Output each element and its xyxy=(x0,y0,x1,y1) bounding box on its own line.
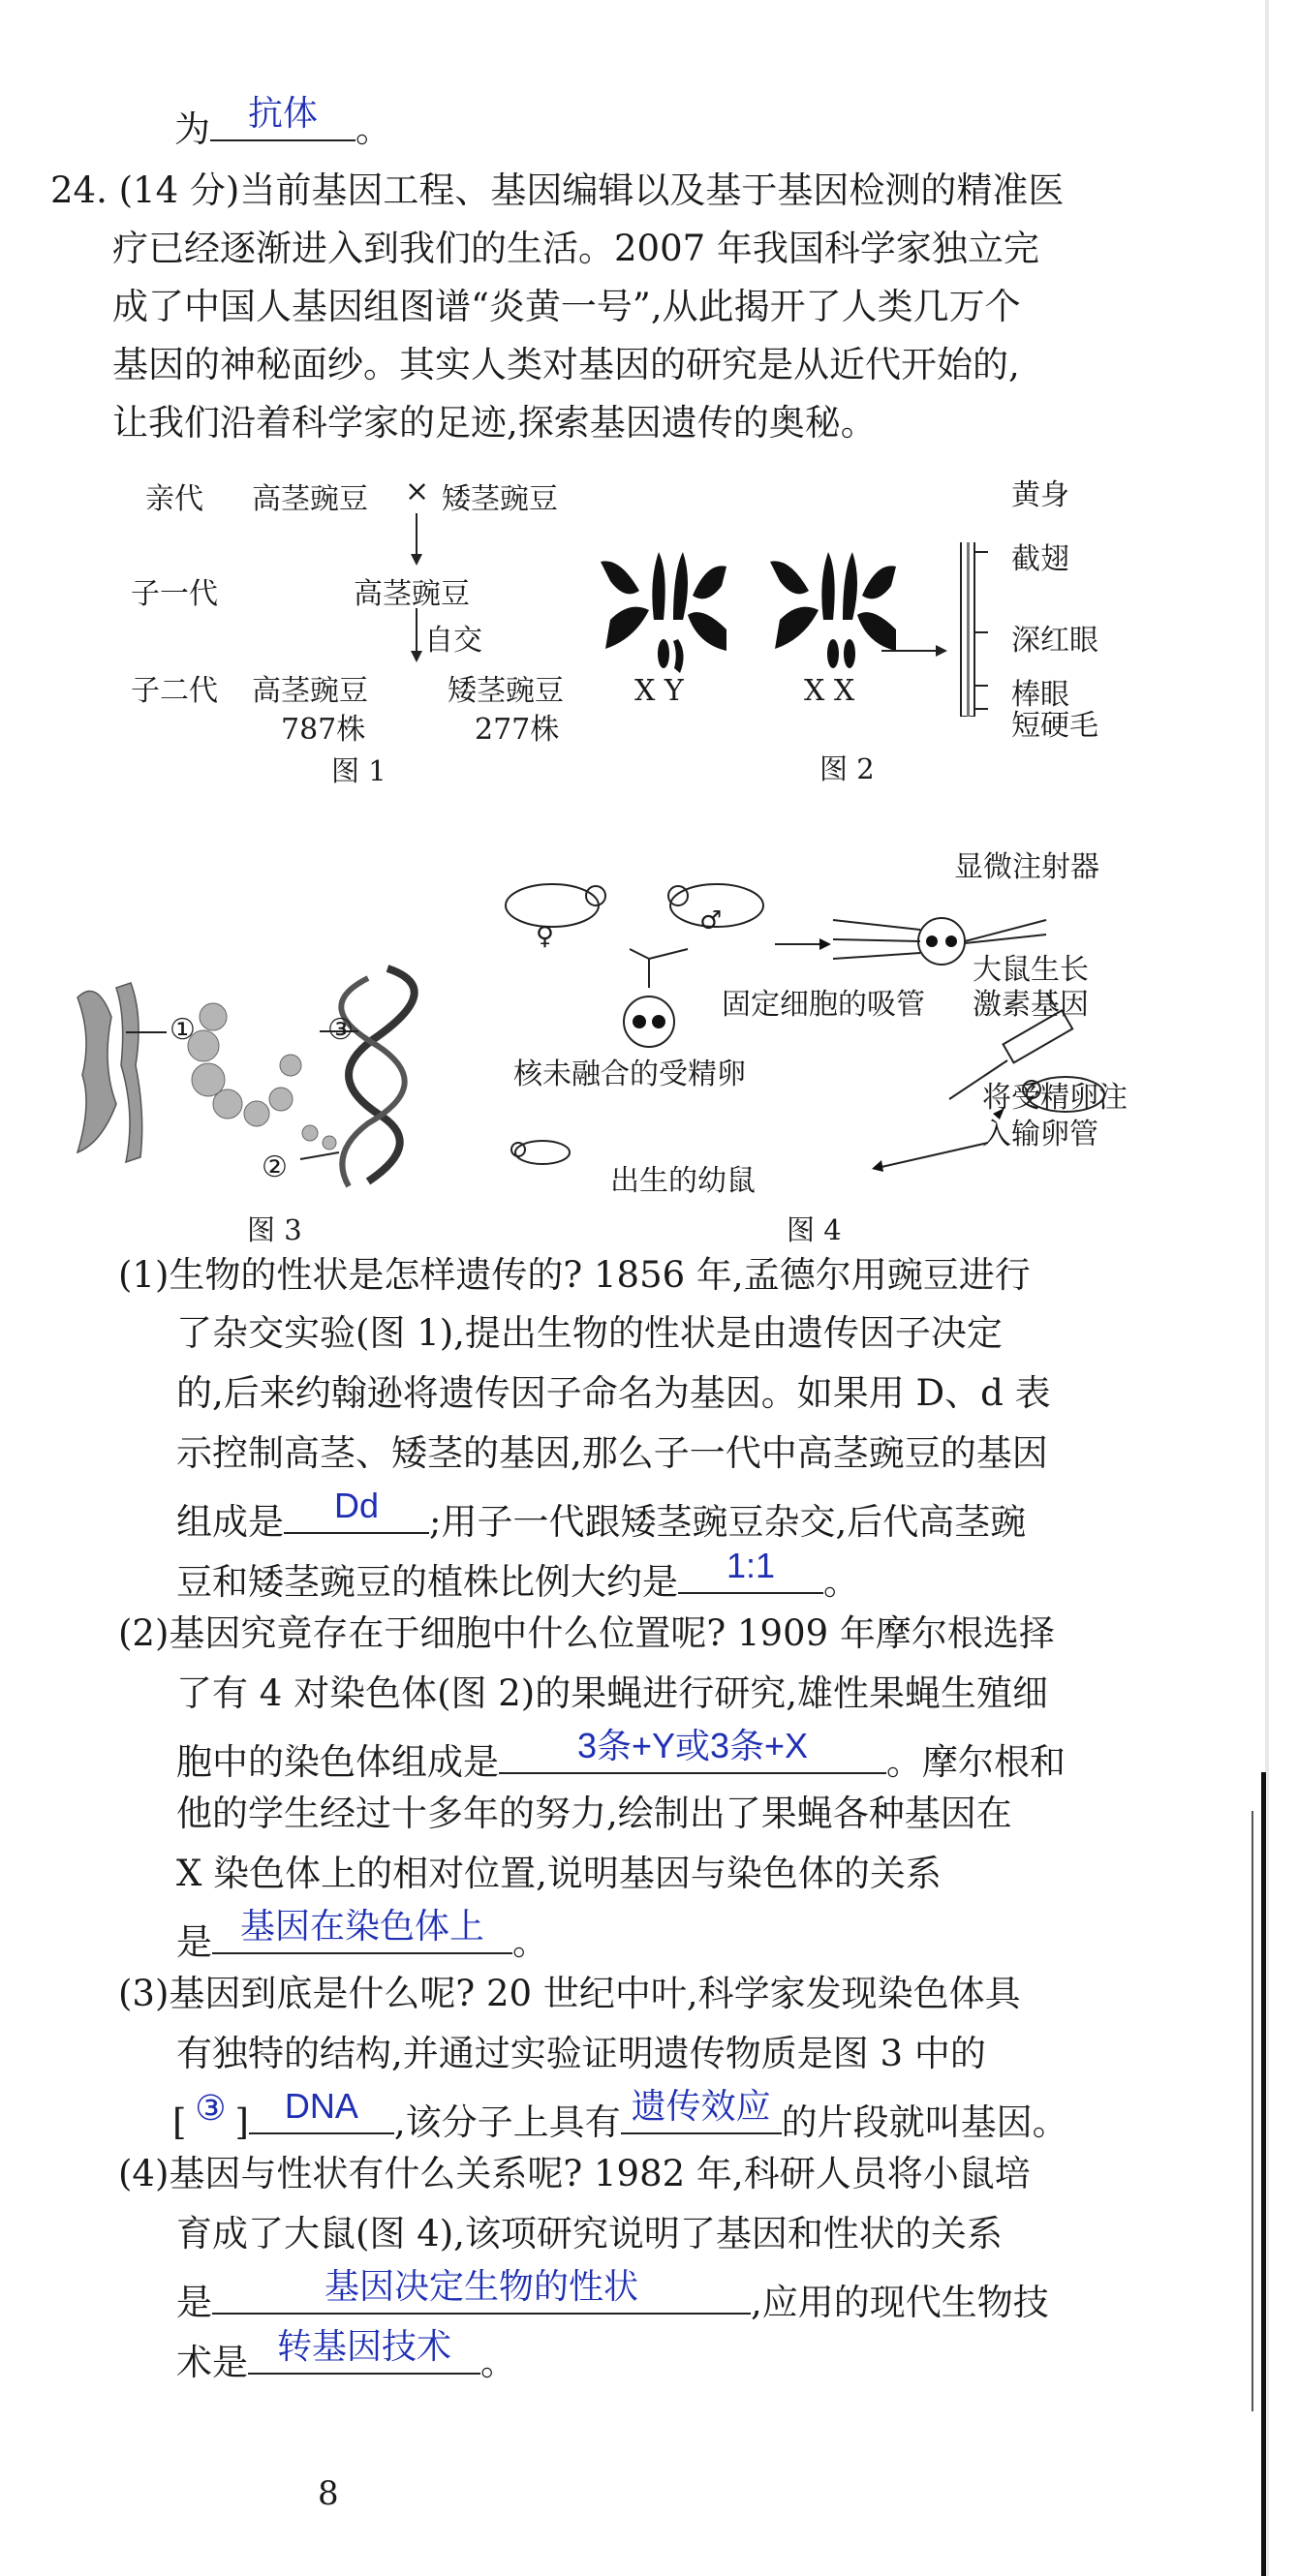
blank-marker xyxy=(186,2088,234,2134)
parent-label: 亲代 xyxy=(145,482,203,516)
female-symbol: ♀ xyxy=(536,922,555,951)
q24-line-3: 成了中国人基因组图谱“炎黄一号”,从此揭开了人类几万个 xyxy=(112,286,1021,327)
blank-ratio xyxy=(678,1546,823,1594)
gene-label: 大鼠生长 xyxy=(973,953,1089,987)
sub2-l3-b: 。摩尔根和 xyxy=(886,1741,1066,1783)
sub1-l5-b: ;用子一代跟矮茎豌豆杂交,后代高茎豌 xyxy=(429,1501,1027,1543)
bracket-open: [ xyxy=(172,2101,187,2143)
sub2-line-2: 了有 4 对染色体(图 2)的果蝇进行研究,雄性果蝇生殖细 xyxy=(176,1672,1048,1714)
sub4-l3-a: 是 xyxy=(176,2282,212,2323)
answer-ratio: 1:1 xyxy=(726,1546,776,1585)
sub3-l3-d: 的片段就叫基因。 xyxy=(781,2101,1068,2143)
parent-a: 高茎豌豆 xyxy=(252,482,368,516)
sub1-line-3: 的,后来约翰逊将遗传因子命名为基因。如果用 D、d 表 xyxy=(176,1372,1051,1414)
page-binding-edge xyxy=(1261,1772,1266,2576)
sub2-line-6 xyxy=(176,1906,548,1967)
sub2-line-4: 他的学生经过十多年的努力,绘制出了果蝇各种基因在 xyxy=(176,1793,1012,1834)
f2-short-count: 277株 xyxy=(475,713,560,747)
sub1-line-2: 了杂交实验(图 1),提出生物的性状是由遗传因子决定 xyxy=(176,1312,1003,1354)
q24-line-4: 基因的神秘面纱。其实人类对基因的研究是从近代开始的, xyxy=(112,344,1020,385)
sub4-line-2: 育成了大鼠(图 4),该项研究说明了基因和性状的关系 xyxy=(176,2213,1003,2254)
gene-short-bristle: 短硬毛 xyxy=(1011,709,1098,743)
q24-line-5: 让我们沿着科学家的足迹,探索基因遗传的奥秘。 xyxy=(112,402,877,444)
sub2-l6-b: 。 xyxy=(512,1921,548,1963)
intro-prefix: 为 xyxy=(174,108,210,150)
blank-technology xyxy=(248,2326,480,2375)
gene-bar-eye: 棒眼 xyxy=(1011,678,1069,712)
sub1-line-1: (1)生物的性状是怎样遗传的? 1856 年,孟德尔用豌豆进行 xyxy=(118,1254,1031,1296)
female-xx: X X xyxy=(804,674,855,708)
sub4-l4-b: 。 xyxy=(480,2342,516,2383)
answer-gene-trait: 基因决定生物的性状 xyxy=(324,2266,638,2306)
gene-cut-wing: 截翅 xyxy=(1011,542,1069,576)
answer-genetic-effect: 遗传效应 xyxy=(631,2086,771,2126)
fig2-caption: 图 2 xyxy=(819,752,875,785)
sub3-line-3 xyxy=(172,2086,1068,2147)
gene-yellow-body: 黄身 xyxy=(1011,478,1069,512)
answer-technology: 转基因技术 xyxy=(276,2326,451,2366)
f2-tall: 高茎豌豆 xyxy=(252,674,368,708)
answer-gamete-chromosomes: 3条+Y或3条+X xyxy=(576,1726,809,1765)
intro-suffix: 。 xyxy=(355,108,391,150)
male-symbol: ♂ xyxy=(699,906,723,935)
fig4-caption: 图 4 xyxy=(787,1213,842,1246)
f2-short: 矮茎豌豆 xyxy=(448,674,564,708)
answer-antibody: 抗体 xyxy=(247,93,318,133)
gene-deep-red-eye: 深红眼 xyxy=(1011,624,1098,658)
cross-symbol: × xyxy=(405,475,430,508)
page-binding-edge-inner xyxy=(1252,1811,1253,2411)
sub2-line-1: (2)基因究竟存在于细胞中什么位置呢? 1909 年摩尔根选择 xyxy=(118,1612,1055,1654)
sub4-line-1: (4)基因与性状有什么关系呢? 1982 年,科研人员将小鼠培 xyxy=(118,2153,1031,2194)
answer-marker-3: ③ xyxy=(195,2088,227,2128)
sub2-line-3 xyxy=(176,1726,1066,1787)
pipette-label: 固定细胞的吸管 xyxy=(722,988,925,1022)
sub4-line-4 xyxy=(176,2326,516,2387)
blank-gene-trait xyxy=(212,2266,751,2315)
fig1-caption: 图 1 xyxy=(331,754,386,787)
f2-tall-count: 787株 xyxy=(281,713,366,747)
sub1-line-4: 示控制高茎、矮茎的基因,那么子一代中高茎豌豆的基因 xyxy=(176,1432,1048,1474)
sub4-l4-a: 术是 xyxy=(176,2342,248,2383)
sub1-l6-a: 豆和矮茎豌豆的植株比例大约是 xyxy=(176,1561,678,1603)
sub1-line-6 xyxy=(176,1546,859,1607)
blank-gamete-chromosomes xyxy=(499,1726,886,1774)
q24-line-1: 24. (14 分)当前基因工程、基因编辑以及基于基因检测的精准医 xyxy=(50,169,1065,211)
q24-line-2: 疗已经逐渐进入到我们的生活。2007 年我国科学家独立完 xyxy=(112,228,1039,269)
sub1-l5-a: 组成是 xyxy=(176,1501,284,1543)
sub4-line-3 xyxy=(176,2266,1049,2327)
sub1-l6-b: 。 xyxy=(823,1561,859,1603)
sub2-l6-a: 是 xyxy=(176,1921,212,1963)
parent-b: 矮茎豌豆 xyxy=(442,482,558,516)
zygote-label: 核未融合的受精卵 xyxy=(513,1058,746,1091)
male-xy: X Y xyxy=(634,674,684,708)
marker-1: ① xyxy=(170,1013,196,1047)
answer-gene-location: 基因在染色体上 xyxy=(239,1906,484,1946)
selfing-label: 自交 xyxy=(424,624,482,658)
f2-label: 子二代 xyxy=(131,674,218,708)
gene-label-2: 激素基因 xyxy=(973,988,1089,1022)
marker-3: ③ xyxy=(327,1013,354,1047)
blank-dna xyxy=(249,2086,394,2134)
f1-label: 子一代 xyxy=(131,577,218,611)
inject-label: 将受精卵注 xyxy=(982,1081,1128,1115)
blank-dd xyxy=(284,1486,429,1534)
inject-label-2: 入输卵管 xyxy=(982,1118,1098,1151)
syringe-label: 显微注射器 xyxy=(954,850,1099,884)
fig3-caption: 图 3 xyxy=(247,1213,302,1246)
sub3-l3-c: ,该分子上具有 xyxy=(393,2101,621,2143)
sub3-line-2: 有独特的结构,并通过实验证明遗传物质是图 3 中的 xyxy=(176,2033,986,2074)
marker-2: ② xyxy=(262,1150,288,1184)
sub3-line-1: (3)基因到底是什么呢? 20 世纪中叶,科学家发现染色体具 xyxy=(118,1973,1021,2014)
born-label: 出生的幼鼠 xyxy=(610,1164,756,1198)
sub4-l3-b: ,应用的现代生物技 xyxy=(751,2282,1049,2323)
sub2-l3-a: 胞中的染色体组成是 xyxy=(176,1741,499,1783)
blank-genetic-effect xyxy=(621,2086,782,2134)
f1-value: 高茎豌豆 xyxy=(354,577,470,611)
bracket-close: ] xyxy=(234,2101,249,2143)
sub2-line-5: X 染色体上的相对位置,说明基因与染色体的关系 xyxy=(176,1853,942,1894)
answer-dna: DNA xyxy=(284,2086,358,2126)
answer-dd: Dd xyxy=(333,1486,380,1525)
sub1-line-5 xyxy=(176,1486,1027,1547)
blank-gene-location xyxy=(212,1906,512,1954)
page-number: 8 xyxy=(318,2474,339,2513)
